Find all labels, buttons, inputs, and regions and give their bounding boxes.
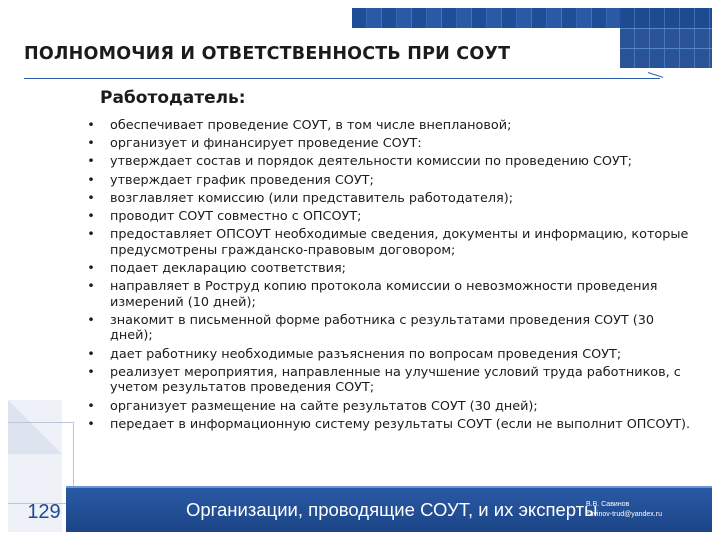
slide [8,8,712,532]
bullet-icon: • [87,260,95,276]
footer-title: Организации, проводящие СОУТ, и их эксперты [186,499,598,520]
list-item [86,417,696,433]
bullet-icon: • [87,416,95,432]
list-item [86,313,696,344]
slide-subtitle: Работодатель: [100,88,246,108]
bullet-icon: • [87,364,95,380]
bullet-icon: • [87,118,95,133]
bullet-icon: • [87,279,95,295]
list-item-text: организует размещение на сайте результатов СОУТ (30 дней); [110,398,538,414]
slide-title: ПОЛНОМОЧИЯ И ОТВЕТСТВЕННОСТЬ ПРИ СОУТ [24,44,511,64]
list-item-text: подает декларацию соответствия; [110,260,346,276]
author-credit [586,500,696,520]
list-item-text: проводит СОУТ совместно с ОПСОУТ; [110,208,362,224]
list-item-text: передает в информационную систему результаты СОУТ (если не выполнит ОПСОУТ). [110,416,691,432]
bullet-icon: • [87,346,95,362]
list-item [86,173,696,189]
list-item [86,118,696,134]
list-item-text: дает работнику необходимые разъяснения по вопросам проведения СОУТ; [110,346,622,362]
bullet-icon: • [87,208,95,224]
bullet-icon: • [87,136,95,152]
bullet-icon: • [87,227,95,243]
list-item [86,365,696,396]
bullet-icon: • [87,312,95,328]
bullet-icon: • [87,154,95,170]
list-item-text: знакомит в письменной форме работника с результатами проведения СОУТ (30 дней); [110,312,655,344]
list-item-text: утверждает состав и порядок деятельности комиссии по проведению СОУТ; [110,154,632,170]
list-item [86,261,696,277]
bullet-icon: • [87,190,95,206]
page-number: 129 [27,501,61,523]
list-item-text: утверждает график проведения СОУТ; [110,172,374,188]
author-name: В.В. Савинов [586,501,630,508]
footer-bar [66,486,712,532]
list-item [86,227,696,258]
list-item [86,347,696,363]
list-item [86,154,696,170]
bullet-icon: • [87,398,95,414]
author-email: savinov-trud@yandex.ru [586,511,662,518]
list-item-text: направляет в Роструд копию протокола комиссии о невозможности проведения измерений (10 дней); [110,279,658,310]
list-item [86,279,696,310]
bullet-icon: • [87,172,95,188]
list-item-text: предоставляет ОПСОУТ необходимые сведения, документы и информацию, которые предусмотрены гражданско-правовым договором; [110,227,689,258]
list-item-text: организует и финансирует проведение СОУТ: [110,136,422,152]
corner-mosaic-decoration [620,8,712,68]
responsibilities-list [86,118,696,435]
list-item [86,136,696,152]
list-item-text: возглавляет комиссию (или представитель работодателя); [110,190,514,206]
list-item [86,399,696,415]
list-item [86,209,696,225]
left-decoration-frame [8,422,74,504]
list-item-text: реализует мероприятия, направленные на улучшение условий труда работников, с учетом результатов проведения СОУТ; [110,364,681,396]
list-item-text: обеспечивает проведение СОУТ, в том числе внеплановой; [110,118,512,133]
list-item [86,191,696,207]
title-underline [24,78,660,79]
